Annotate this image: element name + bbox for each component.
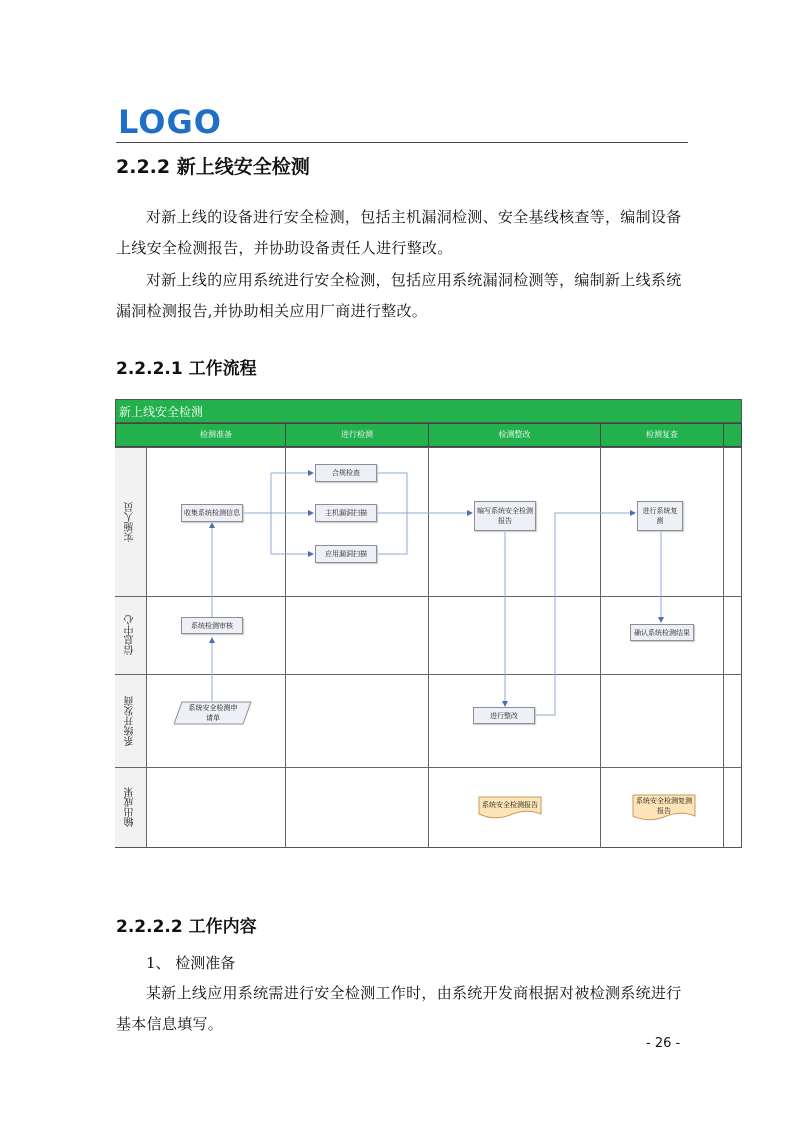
phase-header-prepare: 检测准备 xyxy=(115,423,286,447)
node-review: 系统检测审核 xyxy=(181,617,243,634)
workflow-heading: 2.2.2.1 工作流程 xyxy=(116,359,257,379)
node-confirm-result: 确认系统检测结果 xyxy=(630,624,694,641)
phase-header-rectify: 检测整改 xyxy=(428,423,601,447)
intro-paragraph-2: 对新上线的应用系统进行安全检测，包括应用系统漏洞检测等，编制新上线系统漏洞检测报告,并协助相关应用厂商进行整改。 xyxy=(116,271,682,320)
lane-label-info-center: 信息中心 xyxy=(115,596,146,674)
page-number: - 26 - xyxy=(646,1036,681,1051)
node-write-report: 编写系统安全检测报告 xyxy=(474,501,536,531)
node-host-scan: 主机漏洞扫描 xyxy=(315,504,377,522)
node-compliance-check: 合规检查 xyxy=(315,464,377,482)
node-rectify: 进行整改 xyxy=(473,707,535,724)
lane-label-developer: 系统开发商 xyxy=(115,674,146,767)
flowchart xyxy=(115,399,742,848)
logo: LOGO xyxy=(118,103,222,141)
node-recheck: 进行系统复测 xyxy=(637,501,683,531)
lane-label-implementer: 实施人员 xyxy=(115,448,146,596)
node-application-form: 系统安全检测申请单 xyxy=(188,704,238,722)
output-recheck-report: 系统安全检测复测报告 xyxy=(636,797,692,815)
content-paragraph: 某新上线应用系统需进行安全检测工作时，由系统开发商根据对被检测系统进行基本信息填写。 xyxy=(116,984,682,1033)
lane-label-output: 输出成果 xyxy=(115,767,146,847)
intro-paragraph-1: 对新上线的设备进行安全检测，包括主机漏洞检测、安全基线核查等，编制设备上线安全检测报告，并协助设备责任人进行整改。 xyxy=(116,208,682,257)
list-item-prepare: 1、 检测准备 xyxy=(146,954,236,972)
phase-header-detect: 进行检测 xyxy=(285,423,429,447)
content-heading: 2.2.2.2 工作内容 xyxy=(116,917,257,937)
node-app-scan: 应用漏洞扫描 xyxy=(315,545,377,563)
flowchart-title: 新上线安全检测 xyxy=(115,399,742,423)
output-report: 系统安全检测报告 xyxy=(482,801,538,809)
section-heading: 2.2.2 新上线安全检测 xyxy=(116,156,310,178)
header-rule xyxy=(116,142,688,143)
phase-header-recheck: 检测复查 xyxy=(600,423,724,447)
node-collect-info: 收集系统检测信息 xyxy=(181,504,243,522)
